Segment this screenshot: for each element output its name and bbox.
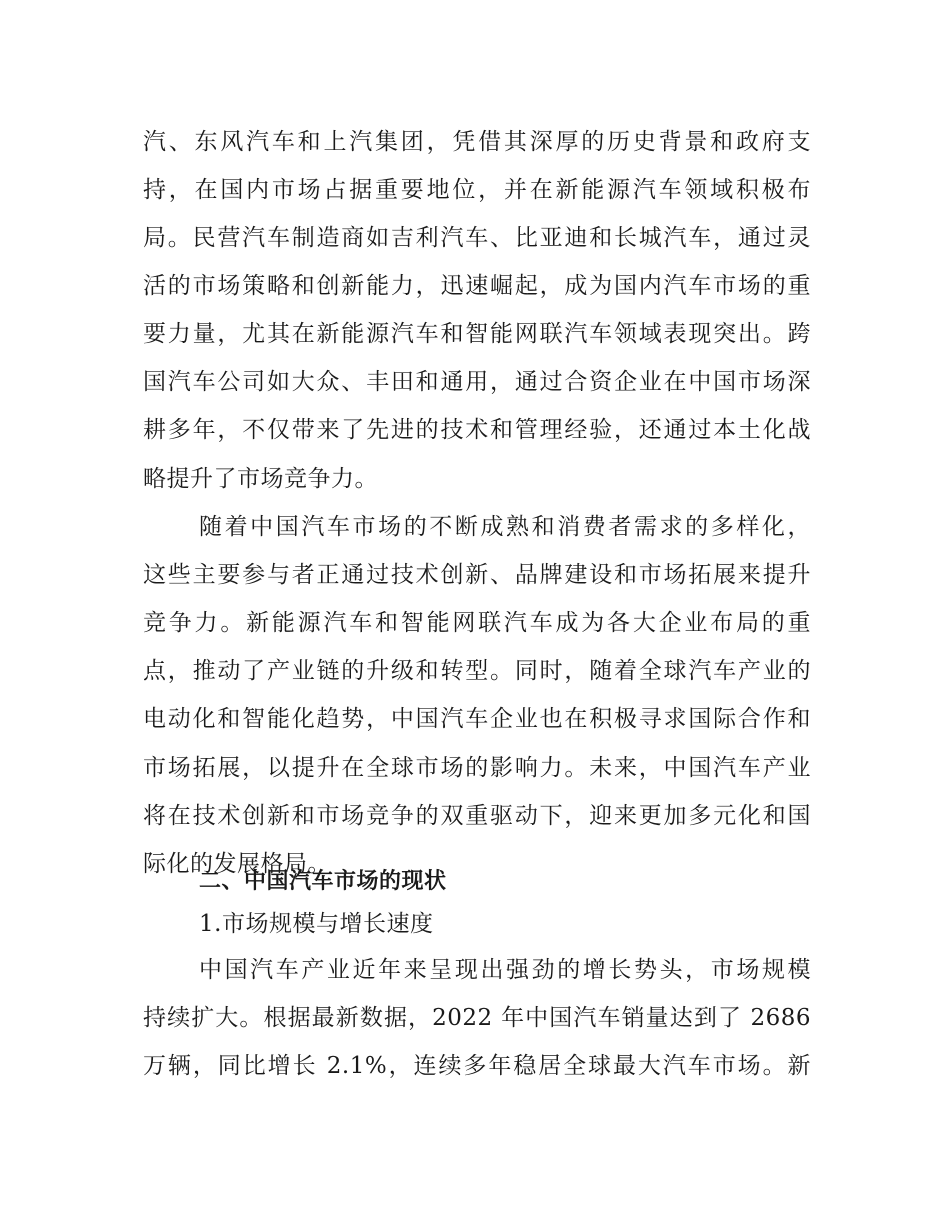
paragraph-line: 这些主要参与者正通过技术创新、品牌建设和市场拓展来提升 [143, 562, 811, 588]
paragraph-line: 电动化和智能化趋势，中国汽车企业也在积极寻求国际合作和 [143, 706, 811, 732]
paragraph-line: 将在技术创新和市场竞争的双重驱动下，迎来更加多元化和国 [143, 803, 811, 829]
subheading: 1.市场规模与增长速度 [199, 911, 434, 937]
paragraph-line: 市场拓展，以提升在全球市场的影响力。未来，中国汽车产业 [143, 755, 811, 781]
paragraph-line: 际化的发展格局。 [143, 851, 331, 877]
paragraph-line: 持，在国内市场占据重要地位，并在新能源汽车领域积极布 [143, 177, 811, 203]
paragraph-line: 耕多年，不仅带来了先进的技术和管理经验，还通过本土化战 [143, 417, 811, 443]
paragraph-line: 持续扩大。根据最新数据，2022 年中国汽车销量达到了 2686 [143, 1005, 811, 1031]
paragraph-line: 万辆，同比增长 2.1%，连续多年稳居全球最大汽车市场。新 [143, 1053, 811, 1079]
paragraph-line: 竞争力。新能源汽车和智能网联汽车成为各大企业布局的重 [143, 610, 811, 636]
paragraph-line: 中国汽车产业近年来呈现出强劲的增长势头，市场规模 [199, 957, 811, 983]
section-heading: 二、中国汽车市场的现状 [199, 869, 447, 894]
paragraph-line: 国汽车公司如大众、丰田和通用，通过合资企业在中国市场深 [143, 369, 811, 395]
paragraph-line: 随着中国汽车市场的不断成熟和消费者需求的多样化， [199, 514, 811, 540]
paragraph-line: 略提升了市场竞争力。 [143, 466, 378, 492]
paragraph-line: 活的市场策略和创新能力，迅速崛起，成为国内汽车市场的重 [143, 273, 811, 299]
paragraph-line: 汽、东风汽车和上汽集团，凭借其深厚的历史背景和政府支 [143, 129, 811, 155]
paragraph-line: 点，推动了产业链的升级和转型。同时，随着全球汽车产业的 [143, 658, 811, 684]
paragraph-line: 局。民营汽车制造商如吉利汽车、比亚迪和长城汽车，通过灵 [143, 225, 811, 251]
paragraph-line: 要力量，尤其在新能源汽车和智能网联汽车领域表现突出。跨 [143, 321, 811, 347]
